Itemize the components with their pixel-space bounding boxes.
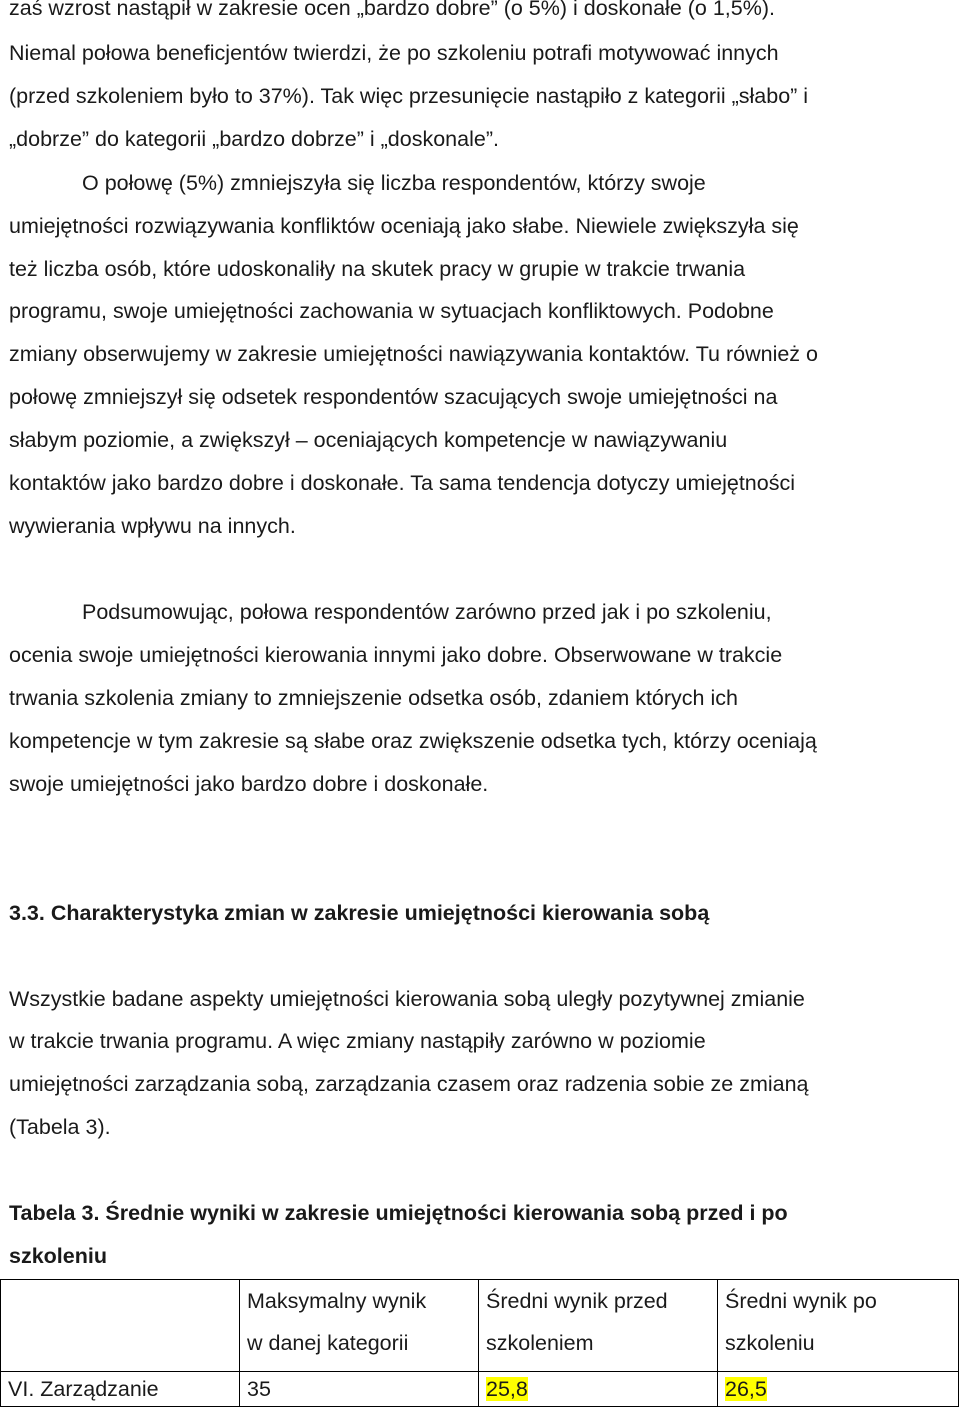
table-header-cell <box>718 1280 959 1372</box>
text-line: też liczba osób, które udoskonaliły na skutek pracy w grupie w trakcie trwania <box>9 257 746 281</box>
header-line: szkoleniem <box>486 1331 594 1355</box>
text-line: zaś wzrost nastąpił w zakresie ocen „bardzo dobre” (o 5%) i doskonałe (o 1,5%). <box>9 0 775 20</box>
highlighted-value: 26,5 <box>725 1377 767 1401</box>
text-line: w trakcie trwania programu. A więc zmiany nastąpiły zarówno w poziomie <box>9 1029 706 1053</box>
table-cell-before <box>479 1372 718 1407</box>
header-line: Maksymalny wynik <box>247 1289 427 1313</box>
table-header-cell <box>240 1280 479 1372</box>
header-line: Średni wynik po <box>725 1289 877 1313</box>
results-table <box>0 1279 959 1407</box>
table-cell-category: VI. Zarządzanie <box>1 1372 240 1407</box>
text-line: zmiany obserwujemy w zakresie umiejętności nawiązywania kontaktów. Tu również o <box>9 342 818 366</box>
table-header-row <box>1 1280 959 1372</box>
table-header-cell <box>1 1280 240 1372</box>
table-row <box>1 1372 959 1407</box>
header-line: w danej kategorii <box>247 1331 409 1355</box>
header-line: Średni wynik przed <box>486 1289 668 1313</box>
text-line: połowę zmniejszył się odsetek respondentów szacujących swoje umiejętności na <box>9 385 778 409</box>
section-heading: 3.3. Charakterystyka zmian w zakresie umiejętności kierowania sobą <box>9 901 710 925</box>
highlighted-value: 25,8 <box>486 1377 528 1401</box>
table-cell-max: 35 <box>240 1372 479 1407</box>
text-line: słabym poziomie, a zwiększył – oceniających kompetencje w nawiązywaniu <box>9 428 728 452</box>
table-caption: szkoleniu <box>9 1244 107 1268</box>
text-line: „dobrze” do kategorii „bardzo dobrze” i „doskonale”. <box>9 127 499 151</box>
text-line: wywierania wpływu na innych. <box>9 514 296 538</box>
text-line: swoje umiejętności jako bardzo dobre i doskonałe. <box>9 772 489 796</box>
text-line: (przed szkoleniem było to 37%). Tak więc przesunięcie nastąpiło z kategorii „słabo” i <box>9 84 809 108</box>
text-line: kompetencje w tym zakresie są słabe oraz zwiększenie odsetka tych, którzy oceniają <box>9 729 817 753</box>
text-line: programu, swoje umiejętności zachowania w sytuacjach konfliktowych. Podobne <box>9 299 774 323</box>
text-line: umiejętności rozwiązywania konfliktów oceniają jako słabe. Niewiele zwiększyła się <box>9 214 799 238</box>
text-line: umiejętności zarządzania sobą, zarządzania czasem oraz radzenia sobie ze zmianą <box>9 1072 809 1096</box>
text-line: Wszystkie badane aspekty umiejętności kierowania sobą uległy pozytywnej zmianie <box>9 987 805 1011</box>
text-line: trwania szkolenia zmiany to zmniejszenie odsetka osób, zdaniem których ich <box>9 686 738 710</box>
table-caption: Tabela 3. Średnie wyniki w zakresie umiejętności kierowania sobą przed i po <box>9 1201 788 1225</box>
header-line: szkoleniu <box>725 1331 815 1355</box>
text-line: (Tabela 3). <box>9 1115 111 1139</box>
text-line: O połowę (5%) zmniejszyła się liczba respondentów, którzy swoje <box>82 171 706 195</box>
text-line: kontaktów jako bardzo dobre i doskonałe. Ta sama tendencja dotyczy umiejętności <box>9 471 795 495</box>
text-line: Niemal połowa beneficjentów twierdzi, że po szkoleniu potrafi motywować innych <box>9 41 779 65</box>
text-line: ocenia swoje umiejętności kierowania innymi jako dobre. Obserwowane w trakcie <box>9 643 783 667</box>
text-line: Podsumowując, połowa respondentów zarówno przed jak i po szkoleniu, <box>82 600 772 624</box>
table-header-cell <box>479 1280 718 1372</box>
table-cell-after <box>718 1372 959 1407</box>
